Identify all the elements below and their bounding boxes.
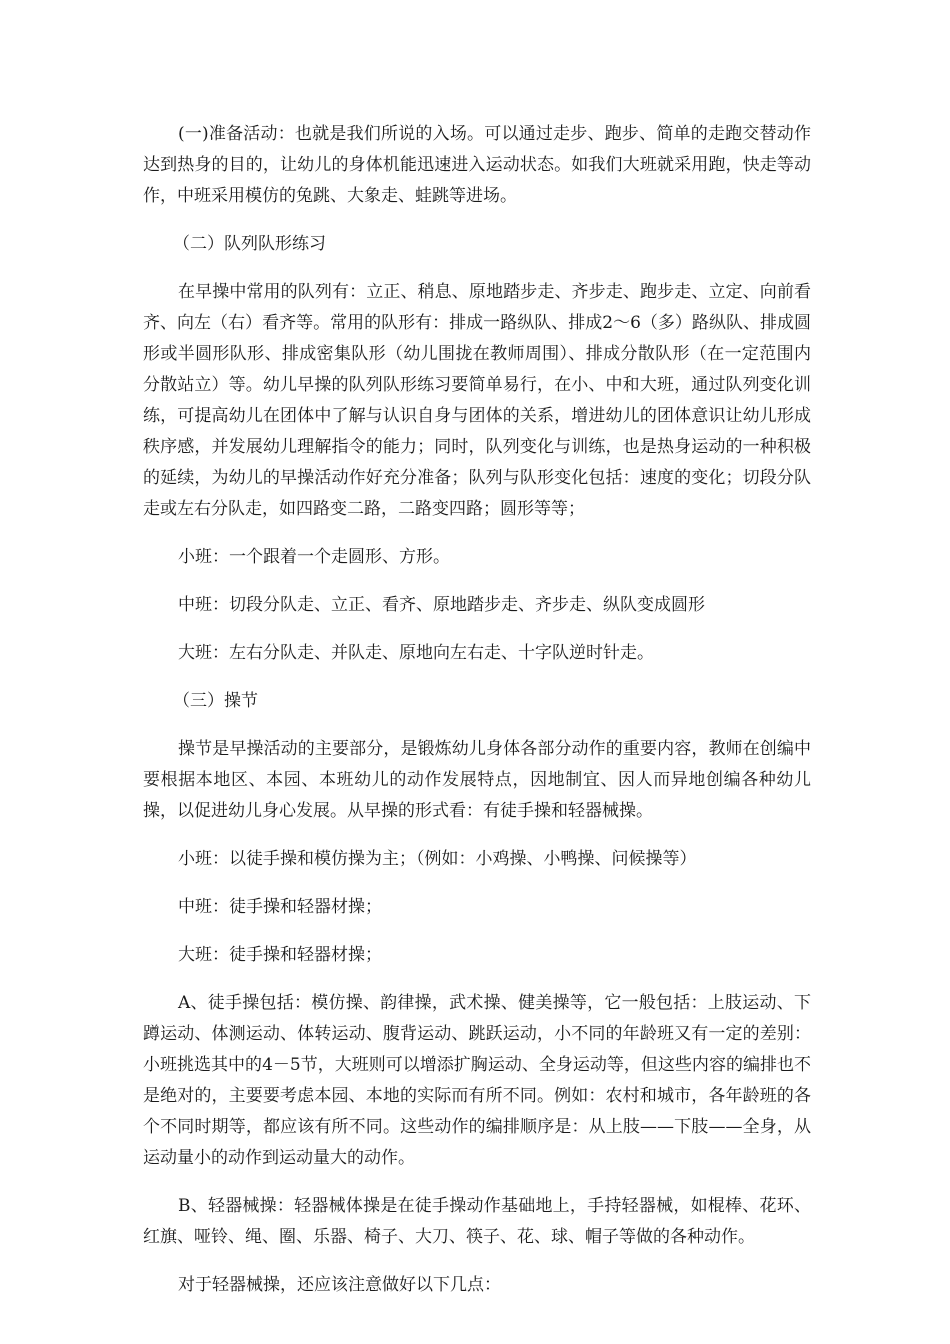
paragraph-apparatus-notes: 对于轻器械操，还应该注意做好以下几点： [178,1275,501,1295]
paragraph-small-class-formation: 小班：一个跟着一个走圆形、方形。 [178,547,450,567]
paragraph-exercises: 操节是早操活动的主要部分，是锻炼幼儿身体各部分动作的重要内容，教师在创编中要根据本地区、本园、本班幼儿的动作发展特点，因地制宜、因人而异地创编各种幼儿操，以促进幼儿身心发展。从早操的形式看：有徒手操和轻器械操。 [143,739,811,821]
paragraph-big-class-formation: 大班：左右分队走、并队走、原地向左右走、十字队逆时针走。 [178,643,654,663]
paragraph-middle-class-exercises: 中班：徒手操和轻器材操； [178,897,382,917]
document-body [143,119,811,1318]
paragraph-warmup: (一)准备活动：也就是我们所说的入场。可以通过走步、跑步、简单的走跑交替动作达到热身的目的，让幼儿的身体机能迅速进入运动状态。如我们大班就采用跑，快走等动作，中班采用模仿的兔跳、大象走、蛙跳等进场。 [143,124,811,206]
paragraph-big-class-exercises: 大班：徒手操和轻器材操； [178,945,382,965]
section-heading-formation: （二）队列队形练习 [173,234,326,254]
section-heading-exercises: （三）操节 [173,691,258,711]
paragraph-formation: 在早操中常用的队列有：立正、稍息、原地踏步走、齐步走、跑步走、立定、向前看齐、向左（右）看齐等。常用的队形有：排成一路纵队、排成2～6（多）路纵队、排成圆形或半圆形队形、排成密集队形（幼儿围拢在教师周围）、排成分散队形（在一定范围内分散站立）等。幼儿早操的队列队形练习要简单易行，在小、中和大班，通过队列变化训练，可提高幼儿在团体中了解与认识自身与团体的关系，增进幼儿的团体意识让幼儿形成秩序感，并发展幼儿理解指令的能力；同时，队列变化与训练，也是热身运动的一种积极的延续，为幼儿的早操活动作好充分准备；队列与队形变化包括：速度的变化；切段分队走或左右分队走，如四路变二路，二路变四路；圆形等等； [143,282,811,519]
paragraph-light-apparatus: B、轻器械操：轻器械体操是在徒手操动作基础地上，手持轻器械，如棍棒、花环、红旗、哑铃、绳、圈、乐器、椅子、大刀、筷子、花、球、帽子等做的各种动作。 [143,1196,811,1247]
paragraph-freehand-exercises: A、徒手操包括：模仿操、韵律操，武术操、健美操等，它一般包括：上肢运动、下蹲运动、体测运动、体转运动、腹背运动、跳跃运动，小不同的年龄班又有一定的差别：小班挑选其中的4－5节，大班则可以增添扩胸运动、全身运动等，但这些内容的编排也不是绝对的，主要要考虑本园、本地的实际而有所不同。例如：农村和城市，各年龄班的各个不同时期等，都应该有所不同。这些动作的编排顺序是：从上肢——下肢——全身，从运动量小的动作到运动量大的动作。 [143,993,811,1168]
paragraph-small-class-exercises: 小班：以徒手操和模仿操为主；（例如：小鸡操、小鸭操、问候操等） [178,849,697,869]
paragraph-middle-class-formation: 中班：切段分队走、立正、看齐、原地踏步走、齐步走、纵队变成圆形 [178,595,705,615]
